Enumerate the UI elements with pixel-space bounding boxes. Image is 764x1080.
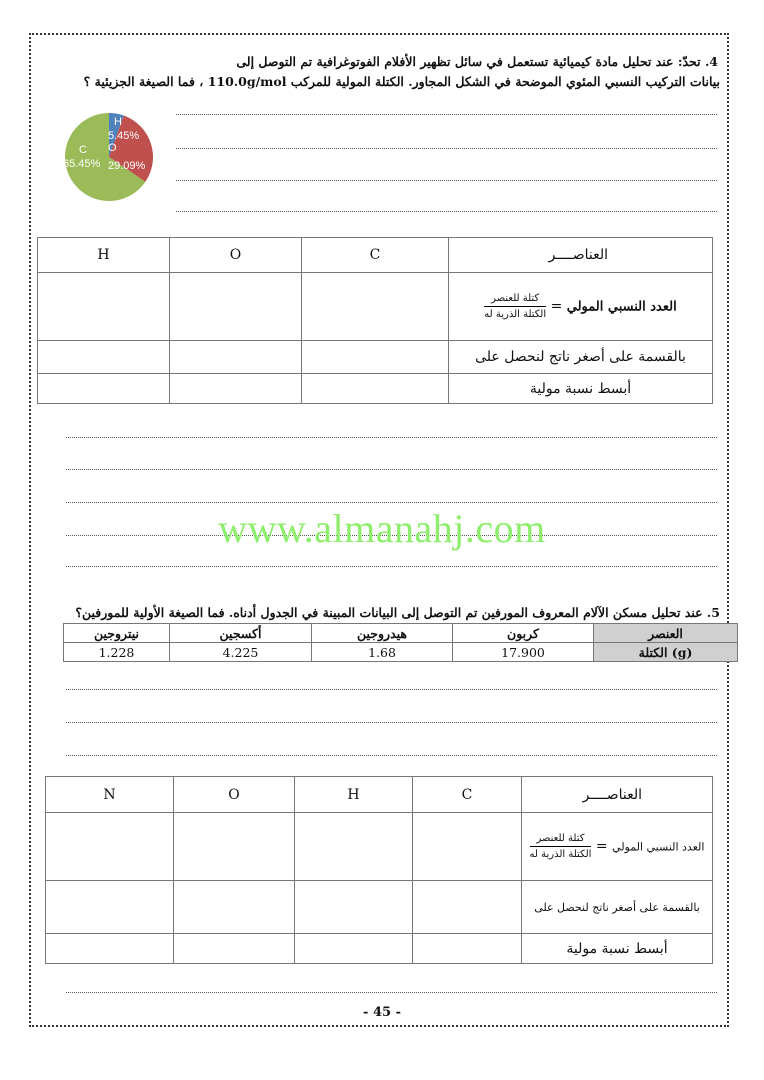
answer-line [176,114,717,115]
answer-line [176,211,717,212]
answer-line [66,469,717,470]
answer-cell[interactable] [38,273,170,341]
element-header: C [302,238,449,273]
answer-cell[interactable] [170,273,302,341]
pie-label-o: O [108,142,117,154]
answer-cell[interactable] [302,273,449,341]
answer-cell[interactable] [170,341,302,374]
answer-line [66,566,717,567]
answer-cell[interactable] [302,341,449,374]
simplest-ratio-label: أبسط نسبة مولية [449,374,713,404]
answer-line [66,755,717,756]
molar-ratio-label: العدد النسبي المولي [566,299,677,315]
element-header: H [295,777,413,813]
answer-line [66,502,717,503]
answer-line [66,689,717,690]
simplest-ratio-label: أبسط نسبة مولية [522,934,713,964]
pie-label-h: H [114,116,122,128]
q4-line1: 4. تحدّ: عند تحليل مادة كيميائية تستعمل في سائل تظهير الأفلام الفوتوغرافية تم التوصل إلى [236,54,718,69]
answer-cell[interactable] [174,934,295,964]
page-number: - 45 - [363,1005,401,1020]
element-header: O [170,238,302,273]
morphine-data-table: نيتروجين أكسجين هيدروجين كربون العنصر 1.228 4.225 1.68 17.900 الكتلة (g) [63,623,738,662]
element-header: H [38,238,170,273]
pie-value-h: 5.45% [108,130,140,142]
watermark: www.almanahj.com [218,506,546,551]
answer-line [176,148,717,149]
element-header: N [46,777,174,813]
divide-label: بالقسمة على أصغر ناتج لنحصل على [522,881,713,934]
answer-line [176,180,717,181]
answer-cell[interactable] [302,374,449,404]
q5-text: 5. عند تحليل مسكن الآلام المعروف المورفين تم التوصل إلى البيانات المبينة في الجدول أدناه. فما الصيغة الأولية للمورفين؟ [75,605,720,620]
answer-cell[interactable] [174,881,295,934]
answer-cell[interactable] [170,374,302,404]
answer-cell[interactable] [413,813,522,881]
element-header: O [174,777,295,813]
answer-cell[interactable] [413,881,522,934]
answer-cell[interactable] [174,813,295,881]
q4-work-table [37,237,713,404]
answer-cell[interactable] [46,881,174,934]
answer-cell[interactable] [295,881,413,934]
pie-value-o: 29.09% [108,160,146,172]
answer-line [66,722,717,723]
elements-label: العناصــــر [449,238,713,273]
pie-label-c: C [79,144,87,156]
molar-ratio-label: العدد النسبي المولي [612,840,705,854]
divide-label: بالقسمة على أصغر ناتج لنحصل على [449,341,713,374]
fraction: $\frac{\text{كتلة للعنصر}}{\text{الكتلة الذرية له}}$ [484,293,547,320]
q4-line2: بيانات التركيب النسبي المئوي الموضحة في الشكل المجاور. الكتلة المولية للمركب 110.0g/mol ، فما الصيغة الجزيئية ؟ [83,74,720,89]
answer-cell[interactable] [295,813,413,881]
answer-cell[interactable] [46,813,174,881]
fraction: $\frac{\text{كتلة للعنصر}}{\text{الكتلة الذرية له}}$ [529,833,592,860]
elements-label: العناصــــر [522,777,713,813]
composition-pie-chart [62,113,162,203]
answer-cell[interactable] [295,934,413,964]
element-header: C [413,777,522,813]
answer-cell[interactable] [413,934,522,964]
molar-ratio-label-cell: العدد النسبي المولي = $\frac{\text{كتلة للعنصر}}{\text{الكتلة الذرية له}}$ [522,813,713,881]
answer-line [66,437,717,438]
q5-work-table [45,776,713,964]
answer-cell[interactable] [38,341,170,374]
answer-cell[interactable] [38,374,170,404]
answer-line [66,992,717,993]
answer-cell[interactable] [46,934,174,964]
pie-value-c: 65.45% [63,158,101,170]
molar-ratio-label-cell: العدد النسبي المولي = $\frac{\text{كتلة للعنصر}}{\text{الكتلة الذرية له}}$ [449,273,713,341]
